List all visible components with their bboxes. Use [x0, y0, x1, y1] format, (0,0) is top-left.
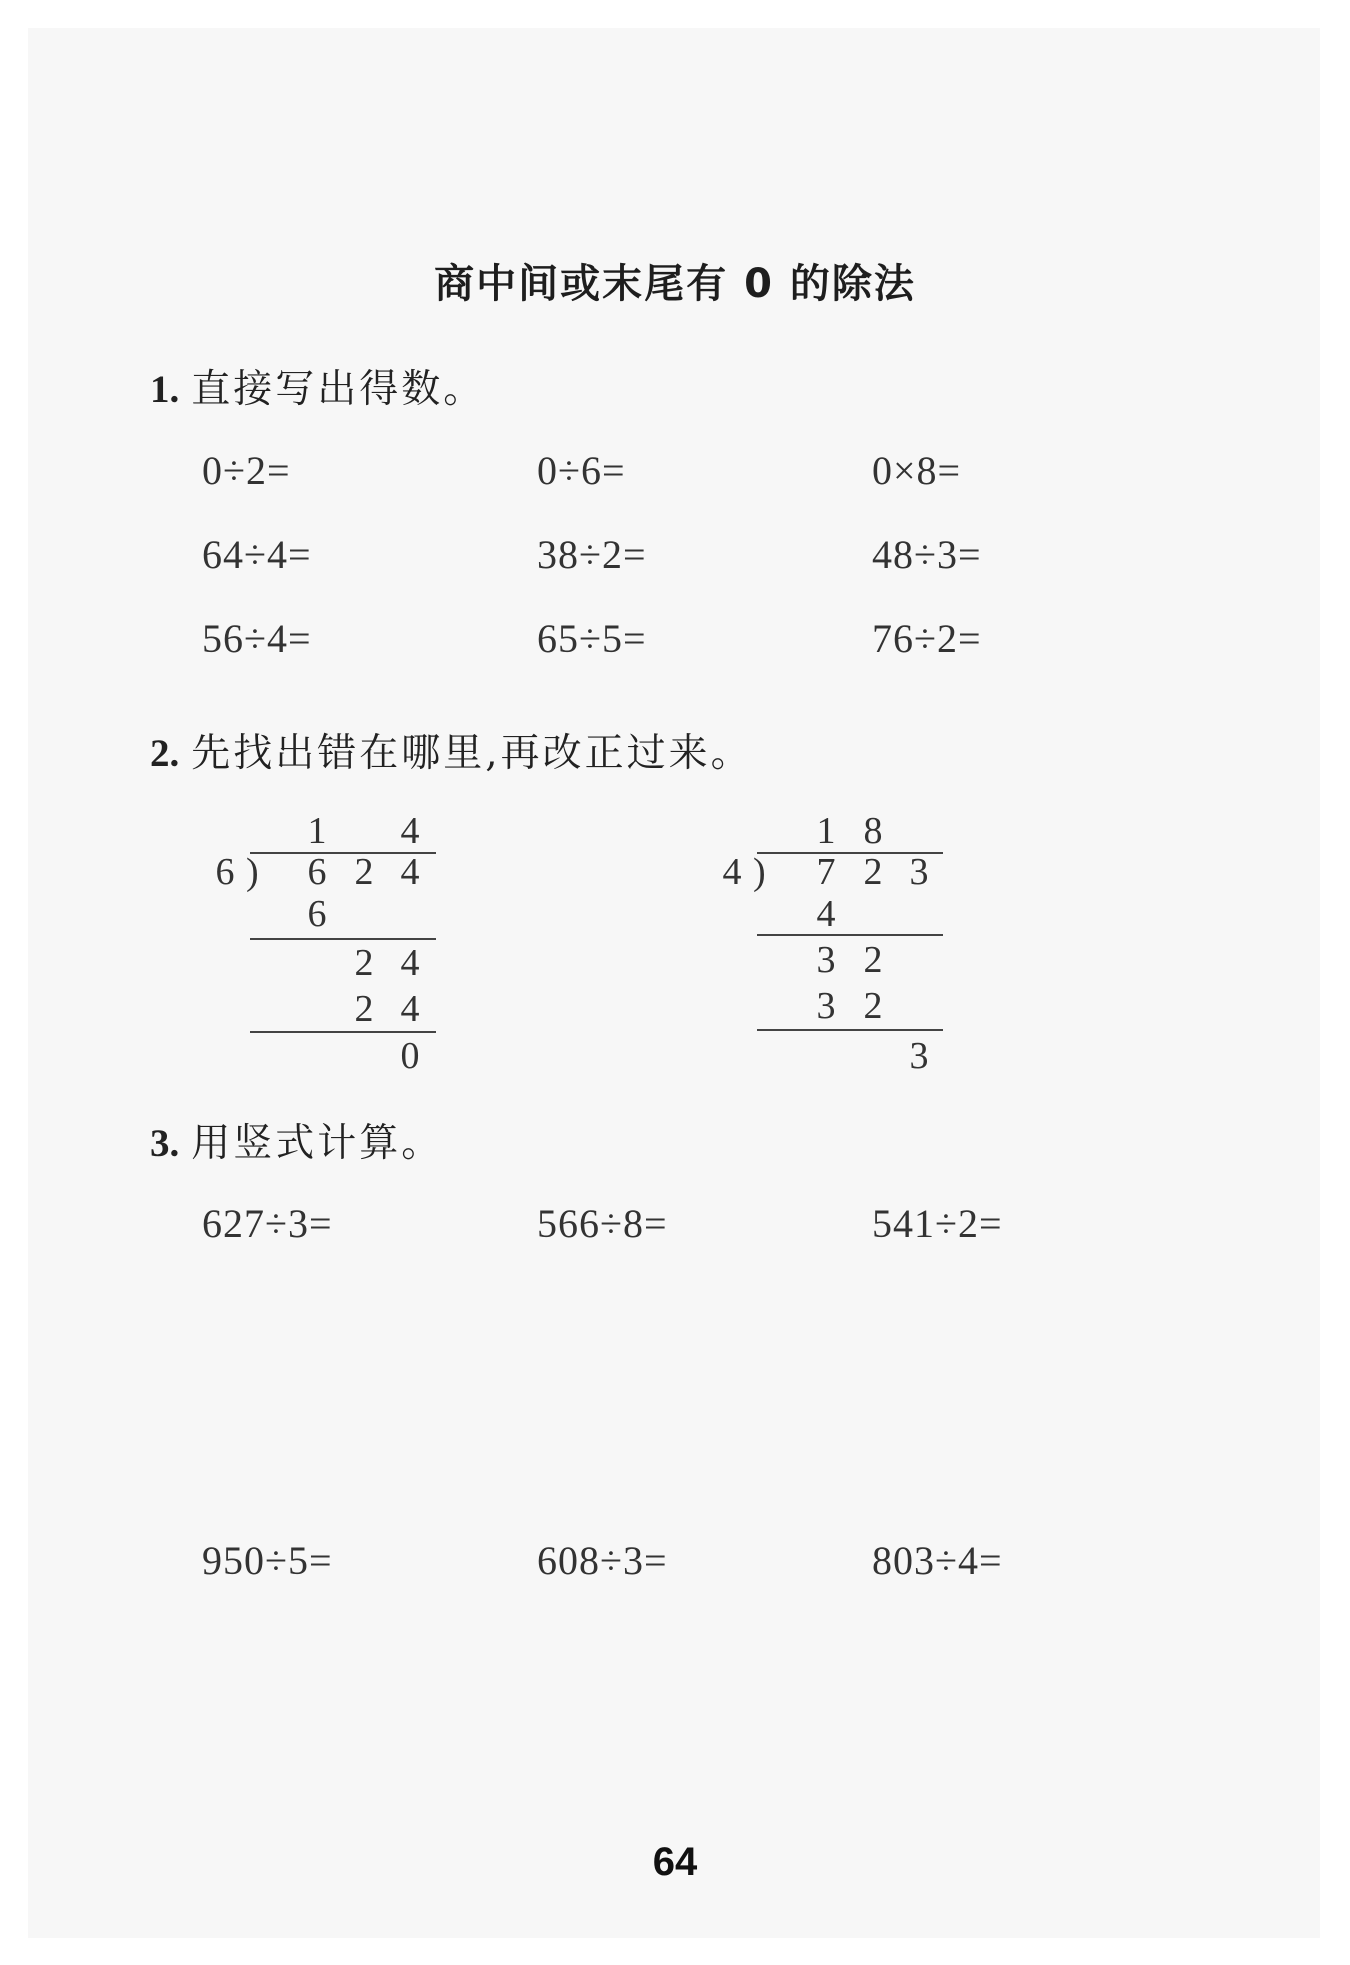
remainder-digit: 3	[909, 1035, 929, 1077]
dividend-digit: 4	[400, 851, 420, 893]
step-rule	[250, 938, 436, 940]
remainder-digit: 0	[400, 1035, 420, 1077]
step-digit: 3	[816, 939, 836, 981]
expression: 64÷4=	[202, 532, 312, 577]
page-title: 商中间或末尾有 0 的除法	[434, 261, 916, 307]
section-2-heading	[150, 722, 753, 778]
divisor: 4	[722, 851, 742, 893]
section-3-number: 3.	[150, 1122, 180, 1165]
step-rule	[757, 934, 943, 936]
section-1-heading	[150, 358, 485, 414]
worksheet-page	[28, 28, 1320, 1938]
step-digit: 2	[863, 985, 883, 1027]
expression: 0×8=	[872, 448, 962, 493]
division-bracket: )	[246, 851, 259, 893]
expression: 803÷4=	[872, 1538, 1003, 1583]
expression: 0÷2=	[202, 448, 291, 493]
step-digit: 4	[816, 893, 836, 935]
expression: 65÷5=	[537, 616, 647, 661]
divisor: 6	[215, 851, 235, 893]
step-digit: 2	[863, 939, 883, 981]
expression: 76÷2=	[872, 616, 982, 661]
division-bracket: )	[753, 851, 766, 893]
quotient-digit: 8	[863, 810, 883, 852]
quotient-digit: 1	[307, 810, 327, 852]
section-2-number: 2.	[150, 732, 180, 775]
step-digit: 2	[354, 988, 374, 1030]
quotient-digit: 4	[400, 810, 420, 852]
dividend-digit: 2	[354, 851, 374, 893]
expression: 541÷2=	[872, 1201, 1003, 1246]
dividend-digit: 3	[909, 851, 929, 893]
quotient-digit: 1	[816, 810, 836, 852]
section-3-heading	[150, 1112, 443, 1168]
expression: 0÷6=	[537, 448, 626, 493]
step-digit: 4	[400, 942, 420, 984]
expression: 38÷2=	[537, 532, 647, 577]
expression: 627÷3=	[202, 1201, 333, 1246]
step-digit: 6	[307, 893, 327, 935]
dividend-digit: 7	[816, 851, 836, 893]
step-digit: 3	[816, 985, 836, 1027]
page-number: 64	[652, 1840, 698, 1884]
section-1-instruction: 直接写出得数。	[191, 367, 486, 412]
step-digit: 4	[400, 988, 420, 1030]
section-3-instruction: 用竖式计算。	[191, 1121, 444, 1166]
expression: 566÷8=	[537, 1201, 668, 1246]
expression: 950÷5=	[202, 1538, 333, 1583]
step-rule	[757, 1029, 943, 1031]
dividend-digit: 2	[863, 851, 883, 893]
step-digit: 2	[354, 942, 374, 984]
section-1-number: 1.	[150, 368, 180, 411]
expression: 48÷3=	[872, 532, 982, 577]
expression: 56÷4=	[202, 616, 312, 661]
section-2-instruction: 先找出错在哪里,再改正过来。	[191, 731, 753, 776]
expression: 608÷3=	[537, 1538, 668, 1583]
dividend-digit: 6	[307, 851, 327, 893]
step-rule	[250, 1031, 436, 1033]
